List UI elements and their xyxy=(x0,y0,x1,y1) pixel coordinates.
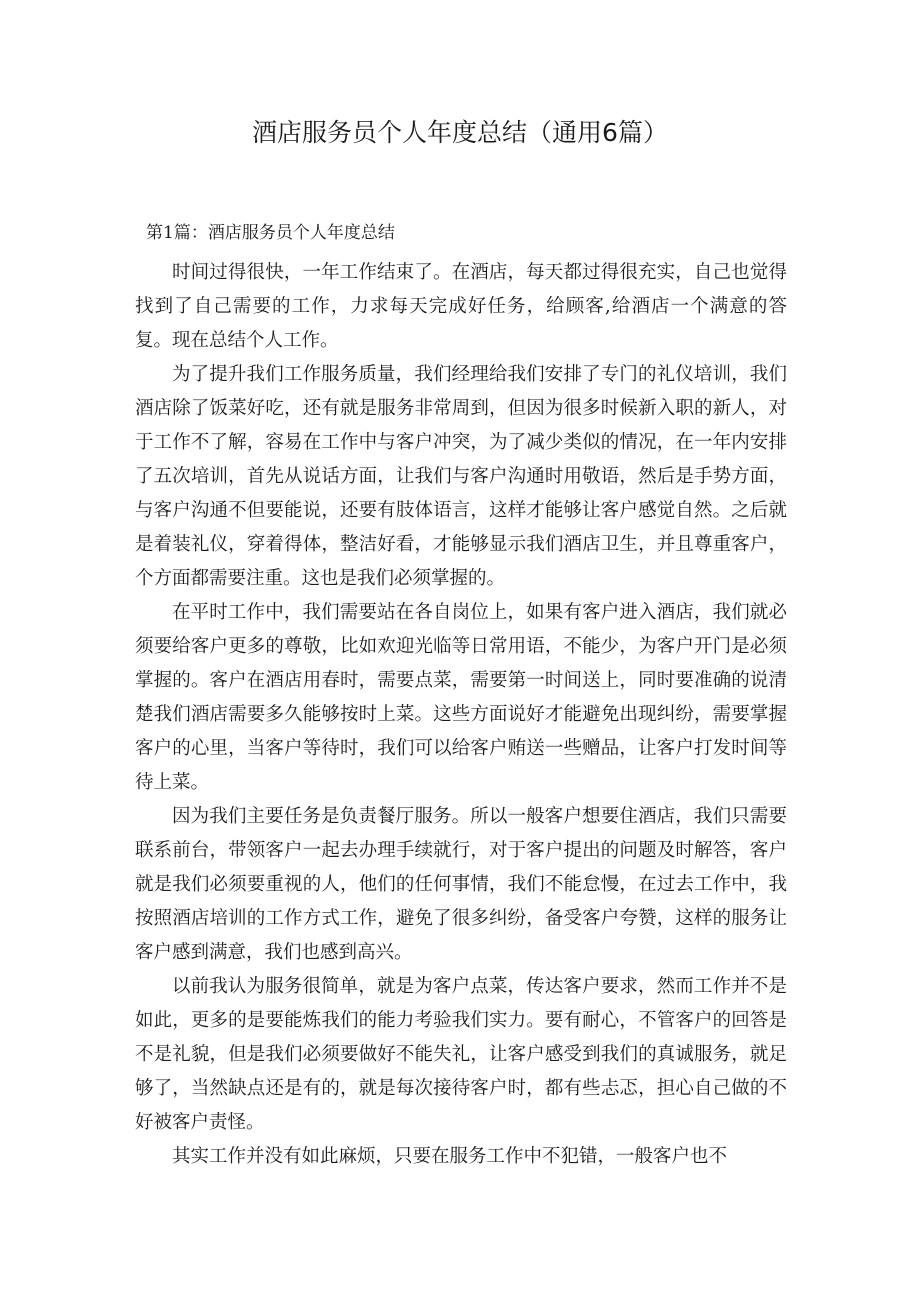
paragraph: 为了提升我们工作服务质量，我们经理给我们安排了专门的礼仪培训，我们酒店除了饭菜好吃，还有就是服务非常周到，但因为很多时候新入职的新人，对于工作不了解，容易在工作中与客户冲突，为了减少类似的情况，在一年内安排了五次培训，首先从说话方面，让我们与客户沟通时用敬语，然后是手势方面，与客户沟通不但要能说，还要有肢体语言，这样才能够让客户感觉自然。之后就是着装礼仪，穿着得体，整洁好看，才能够显示我们酒店卫生，并且尊重客户，个方面都需要注重。这也是我们必须掌握的。 xyxy=(135,364,787,589)
section-heading: 第1篇：酒店服务员个人年度总结 xyxy=(146,223,395,243)
paragraph: 其实工作并没有如此麻烦，只要在服务工作中不犯错，一般客户也不 xyxy=(172,1146,728,1167)
paragraph: 因为我们主要任务是负责餐厅服务。所以一般客户想要住酒店，我们只需要联系前台，带领客户一起去办理手续就行，对于客户提出的问题及时解答，客户就是我们必须要重视的人，他们的任何事情，我们不能怠慢，在过去工作中，我按照酒店培训的工作方式工作，避免了很多纠纷，备受客户夸赞，这样的服务让客户感到满意，我们也感到高兴。 xyxy=(135,806,787,963)
document-title: 酒店服务员个人年度总结（通用6篇） xyxy=(252,118,668,147)
paragraph: 以前我认为服务很简单，就是为客户点菜，传达客户要求，然而工作并不是如此，更多的是要能炼我们的能力考验我们实力。要有耐心，不管客户的回答是不是礼貌，但是我们必须要做好不能失礼，让客户感受到我们的真诚服务，就足够了，当然缺点还是有的，就是每次接待客户时，都有些忐忑，担心自己做的不好被客户责怪。 xyxy=(135,976,787,1133)
document-body xyxy=(135,256,787,1174)
paragraph: 时间过得很快，一年工作结束了。在酒店，每天都过得很充实，自己也觉得找到了自己需要的工作，力求每天完成好任务，给顾客,给酒店一个满意的答复。现在总结个人工作。 xyxy=(135,262,787,351)
paragraph: 在平时工作中，我们需要站在各自岗位上，如果有客户进入酒店，我们就必须要给客户更多的尊敬，比如欢迎光临等日常用语，不能少，为客户开门是必须掌握的。客户在酒店用春时，需要点菜，需要第一时间送上，同时要准确的说清楚我们酒店需要多久能够按时上菜。这些方面说好才能避免出现纠纷，需要掌握客户的心里，当客户等待时，我们可以给客户贿送一些赠品，让客户打发时间等待上菜。 xyxy=(135,602,787,793)
